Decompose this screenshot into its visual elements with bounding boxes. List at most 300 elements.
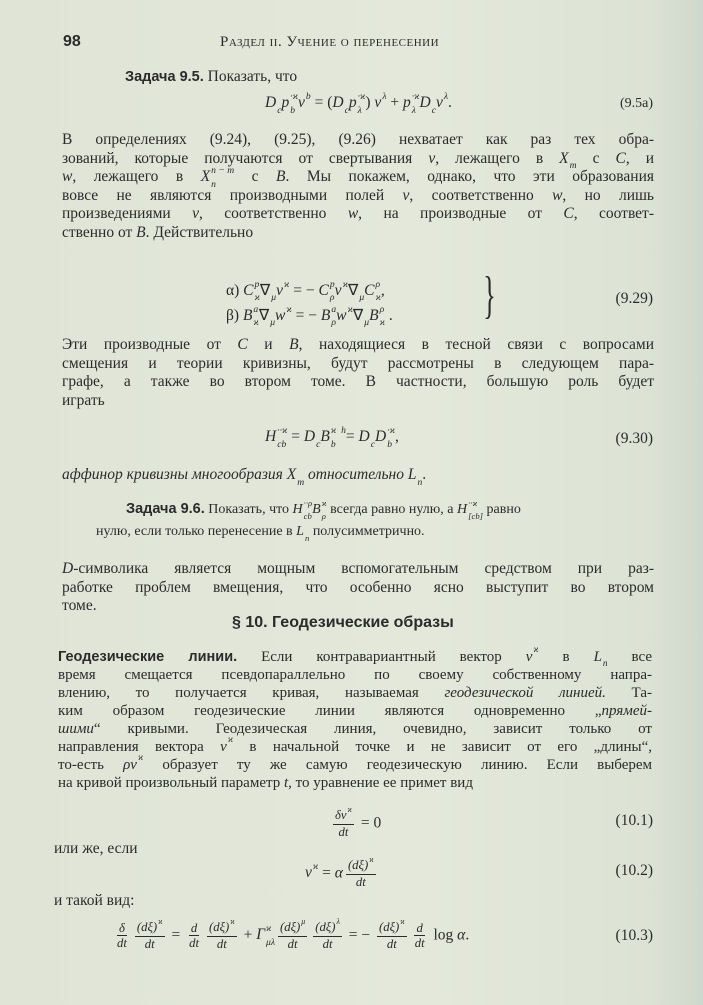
superscript: ϰ: [369, 855, 374, 865]
subscript: c: [344, 104, 349, 116]
math-symbol: B ρ ϰ: [369, 303, 385, 329]
page-number: 98: [63, 33, 81, 50]
text-run: Показать, что: [204, 502, 293, 517]
subscript: [158, 930, 162, 938]
text-run: вовсе не являются производными полей: [62, 186, 403, 204]
text-run: , лежащего в: [435, 149, 560, 167]
denominator: [115, 936, 129, 951]
math-symbol: H ··ϰ cb: [265, 425, 288, 450]
denominator: [385, 937, 399, 952]
text-run: , соответственно: [199, 205, 348, 223]
math-symbol: w ϰ: [336, 307, 353, 324]
italic-text: v: [428, 149, 436, 167]
superscript: ··ϰ: [468, 498, 478, 509]
math-symbol: v ϰ: [305, 864, 318, 881]
subscript: [382, 106, 386, 116]
superscript: n − m: [211, 165, 235, 177]
superscript: a: [331, 303, 337, 315]
text-run: , на производные от: [358, 205, 564, 223]
superscript: ϰ: [347, 805, 352, 815]
text-run: на кривой произвольный параметр: [58, 775, 284, 791]
superscript: [271, 280, 276, 290]
equation-number: (10.1): [615, 812, 653, 829]
text-run: то-есть: [58, 757, 124, 773]
italic-text: α: [334, 864, 343, 882]
subscript: [444, 106, 448, 116]
paragraph-3: [62, 558, 654, 614]
text-run: полусимметрично.: [309, 524, 425, 539]
subscript: μ: [359, 292, 365, 304]
index-stack: [347, 805, 352, 824]
text-run: и: [247, 336, 290, 353]
index-stack: [369, 855, 374, 874]
equation-9-29: [226, 278, 393, 328]
text-run: = (: [310, 94, 333, 112]
subscript: [336, 930, 339, 938]
text-run: все: [607, 649, 653, 665]
italic-text: dt: [338, 824, 349, 839]
math-symbol: D c: [420, 94, 436, 111]
italic-text: dt: [144, 936, 155, 951]
superscript: ϰ: [284, 278, 290, 290]
math-symbol: D c: [304, 428, 320, 445]
text-line: [62, 371, 654, 390]
math-symbol: D ·ϰ b: [375, 425, 396, 450]
text-run: +: [239, 926, 257, 944]
subscript: cb: [277, 438, 287, 450]
math-symbol: L n: [296, 524, 309, 539]
italic-text: dt: [414, 936, 425, 951]
italic-text: w: [552, 186, 563, 204]
text-run: ∇: [258, 307, 270, 324]
text-line: [62, 466, 427, 488]
text-run: =: [345, 428, 359, 446]
subscript: b: [330, 438, 336, 450]
subscript: [343, 293, 348, 303]
superscript: [371, 426, 375, 436]
text-run: ,: [380, 282, 385, 299]
superscript: [277, 92, 281, 102]
subscript: ρ: [331, 317, 336, 329]
index-stack: [301, 917, 306, 936]
text-run: , соответ-: [573, 205, 654, 223]
task-9-5: [125, 68, 297, 86]
text-run: всегда равно нулю, а: [326, 502, 457, 517]
subscript: c: [370, 438, 376, 450]
numerator: [117, 921, 127, 937]
subscript: c: [277, 104, 282, 116]
text-run: = −: [289, 282, 319, 299]
math-symbol: Γ ϰ μλ: [256, 923, 275, 948]
index-stack: [387, 425, 396, 450]
text-run: , и: [625, 149, 655, 167]
math-symbol: (dξ) ϰ: [209, 920, 235, 934]
math-symbol: p ·ϰ λ: [348, 91, 366, 116]
italic-text: C: [237, 336, 248, 353]
denominator: [337, 825, 351, 840]
math-symbol: L n: [594, 649, 608, 665]
superscript: a: [253, 303, 259, 315]
subscript: c: [431, 104, 436, 116]
italic-text: w: [62, 168, 73, 186]
equation-number: (10.2): [615, 862, 653, 879]
superscript: ϰ: [230, 917, 235, 927]
subscript: ϰ: [254, 292, 260, 304]
text-run: . Действительно: [145, 223, 254, 241]
curvature-affinor-definition: [62, 466, 427, 488]
index-stack: [336, 917, 340, 936]
fraction: [207, 917, 237, 952]
equation-number: (10.3): [615, 927, 653, 944]
running-title: Раздел ii. Учение о перенесении: [220, 34, 440, 50]
equation-number: (9.5a): [619, 96, 653, 111]
text-line: [58, 735, 652, 756]
subscript: n: [211, 178, 216, 190]
superscript: [603, 646, 608, 655]
fraction: [313, 917, 342, 952]
italic-text: t: [283, 775, 289, 791]
numerator: [333, 805, 354, 825]
superscript: ϰ: [312, 861, 319, 873]
italic-text: w: [347, 205, 359, 223]
text-run: ким образом геодезические линии являются одновременно „: [58, 703, 602, 719]
equation-number: (9.29): [615, 290, 653, 307]
equation-9-5a: [265, 91, 452, 116]
text-run: =: [287, 428, 304, 446]
text-run: , лежащего в: [72, 168, 201, 186]
math-symbol: (dξ) ϰ: [348, 858, 374, 872]
text-line: [62, 128, 654, 147]
superscript: λ: [443, 91, 449, 102]
text-run: .: [422, 466, 427, 484]
denominator: [413, 936, 427, 951]
math-symbol: [336, 425, 346, 445]
math-symbol: v b: [298, 94, 311, 111]
superscript: ·ϰ: [411, 91, 420, 102]
italic-text: C: [615, 149, 626, 167]
superscript: h: [341, 425, 346, 436]
superscript: λ: [336, 917, 340, 927]
superscript: [364, 305, 369, 315]
text-line: [62, 184, 654, 203]
text-run: В определениях (9.24), (9.25), (9.26) нехватает как раз тех обра-: [62, 131, 654, 148]
text-run: с: [576, 149, 616, 167]
math-symbol: w ϰ: [275, 307, 292, 324]
fraction: [115, 921, 129, 951]
subscript: [284, 293, 289, 303]
subscript: [347, 318, 352, 328]
superscript: ϰ: [137, 753, 144, 764]
text-run: =: [318, 864, 335, 882]
numerator: [313, 917, 342, 937]
italic-text: прямей-: [601, 703, 652, 719]
subscript: ϰ: [379, 317, 385, 329]
math-symbol: C ρ ϰ: [364, 278, 381, 304]
text-run: направления вектора: [58, 739, 221, 755]
index-stack: [329, 278, 335, 304]
italic-text: B: [276, 168, 286, 186]
text-run: ): [365, 94, 375, 112]
superscript: ··ϰ: [277, 425, 288, 436]
fraction: [278, 917, 307, 952]
text-run: =: [167, 926, 185, 944]
text-line: [62, 390, 654, 409]
italic-text: dt: [216, 936, 227, 951]
text-run: ,: [395, 428, 399, 446]
italic-text: α: [457, 926, 466, 944]
subscript: m: [297, 476, 305, 488]
text-run: Если контравариантный вектор: [237, 649, 526, 665]
math-symbol: B ϰ ρ: [312, 498, 327, 521]
text-line: [58, 666, 652, 684]
subscript: λ: [357, 104, 362, 116]
text-run: произведениями: [62, 205, 193, 223]
superscript: [418, 464, 423, 474]
subscript: n: [304, 532, 310, 543]
equation-9-29-alpha: [226, 278, 393, 303]
text-run: β): [226, 307, 243, 324]
superscript: ϰ: [400, 917, 405, 927]
text-line: [58, 645, 653, 669]
subscript: [341, 440, 346, 450]
text-run: равно: [483, 502, 521, 517]
fraction: [135, 917, 165, 952]
subscript: μλ: [266, 936, 275, 948]
italic-text: аффинор кривизны многообразия: [62, 466, 287, 484]
math-symbol: v ϰ: [276, 282, 289, 299]
subscript: n: [602, 658, 608, 669]
superscript: ϰ: [347, 303, 353, 315]
text-run: = 0: [356, 814, 382, 832]
subscript: [369, 868, 373, 876]
superscript: b: [305, 91, 311, 102]
italic-text: C: [563, 205, 574, 223]
text-run: в: [538, 649, 594, 665]
math-symbol: D c: [359, 428, 375, 445]
superscript: p: [329, 278, 335, 290]
denominator: [143, 937, 157, 952]
superscript: [570, 147, 577, 157]
subscript: b: [290, 104, 296, 116]
task-label: Задача 9.5.: [125, 69, 204, 85]
text-run: ∇: [259, 282, 271, 299]
math-symbol: B ϰ b: [320, 425, 337, 450]
math-symbol: L n: [408, 466, 422, 483]
text-line: [58, 720, 652, 738]
math-symbol: H ··ρ cb: [292, 498, 313, 521]
equation-number: (9.30): [615, 430, 653, 447]
superscript: ϰ: [227, 735, 234, 746]
bold-text: Геодезические линии.: [58, 649, 238, 665]
math-symbol: C p ϰ: [243, 278, 260, 304]
text-run: Та-: [605, 685, 652, 701]
math-symbol: X n − m n: [200, 165, 235, 190]
italic-text: dt: [287, 936, 298, 951]
superscript: ρ: [375, 278, 381, 290]
text-run: Эти производные от: [62, 336, 238, 353]
text-run: .: [448, 94, 452, 112]
subscript: μ: [364, 317, 370, 329]
italic-text: B: [289, 336, 299, 353]
fraction: [413, 921, 427, 951]
equation-9-30: [265, 425, 399, 450]
italic-text: B: [136, 223, 146, 241]
index-stack: [230, 917, 235, 936]
numerator: [346, 855, 376, 875]
text-line: [62, 221, 654, 240]
math-symbol: (dξ) ϰ: [137, 920, 163, 934]
subscript: [230, 930, 234, 938]
superscript: [432, 92, 436, 102]
superscript: ϰ: [533, 645, 539, 656]
denominator: [321, 937, 335, 952]
numerator: [377, 917, 407, 937]
fraction: [377, 917, 407, 952]
math-symbol: X m: [287, 466, 304, 483]
index-stack: [400, 917, 405, 936]
denominator: [187, 936, 201, 951]
text-line: [58, 684, 652, 702]
index-stack: [266, 923, 275, 948]
task-text: Показать, что: [203, 68, 298, 85]
superscript: ϰ: [342, 278, 348, 290]
math-symbol: v ϰ: [526, 649, 539, 665]
subscript: ρ: [329, 292, 335, 304]
subscript: μ: [271, 292, 277, 304]
italic-text: dt: [386, 936, 397, 951]
index-stack: [303, 498, 313, 521]
subscript: m: [569, 160, 577, 172]
superscript: ϰ: [266, 923, 272, 935]
subscript: ρ: [321, 510, 326, 521]
subscript: [cb]: [468, 510, 484, 521]
superscript: [297, 464, 304, 474]
numerator: [135, 917, 165, 937]
text-run: , то уравнение ее примет вид: [288, 775, 473, 791]
subscript: [400, 930, 404, 938]
italic-text: относительно: [304, 466, 408, 484]
italic-text: dt: [189, 936, 199, 951]
text-run: графе, а также во втором томе. В частности, большую роль будет: [62, 373, 654, 391]
superscript: p: [254, 278, 260, 290]
text-run: log: [429, 926, 458, 944]
superscript: ϰ: [286, 303, 292, 315]
math-symbol: B a ρ: [320, 303, 337, 329]
subscript: [348, 818, 352, 826]
text-line: [62, 334, 654, 353]
italic-text: v: [192, 205, 200, 223]
text-run: +: [386, 94, 403, 112]
text-line: [62, 202, 654, 221]
denominator: [215, 937, 229, 952]
subscript: cb: [303, 510, 312, 521]
text-run: , находящиеся в тесной связи с вопросами: [298, 336, 654, 353]
text-line: [58, 702, 652, 720]
text-run: = −: [344, 926, 375, 944]
italic-text: D: [62, 560, 74, 577]
task-9-6-line: [96, 521, 651, 543]
superscript: μ: [301, 917, 306, 927]
fraction: [187, 921, 201, 951]
math-symbol: v ϰ: [335, 282, 348, 299]
math-symbol: H ··ϰ [cb]: [456, 498, 484, 521]
text-such-form: и такой вид:: [54, 892, 135, 909]
task-9-6: [96, 498, 651, 543]
index-stack: [277, 425, 288, 450]
subscript: λ: [411, 104, 416, 116]
text-or-if: или же, если: [54, 840, 138, 857]
math-symbol: v λ: [436, 94, 448, 111]
text-run: “ кривыми. Геодезическая линия, очевидно, зависит только от: [93, 721, 652, 737]
numerator: [189, 921, 199, 937]
math-symbol: v ϰ: [220, 739, 233, 755]
math-symbol: p ·ϰ b: [281, 91, 299, 116]
math-symbol: C p ρ: [318, 278, 335, 304]
text-run: . Мы покажем, однако, что эти образования: [285, 168, 654, 186]
text-run: играть: [62, 391, 105, 409]
italic-text: d: [416, 920, 423, 935]
numerator: [278, 917, 307, 937]
subscript: [306, 106, 311, 116]
text-run: α): [226, 282, 244, 299]
italic-text: геодезической линией.: [444, 685, 606, 701]
text-line: [62, 165, 654, 190]
math-symbol: X m: [559, 150, 576, 167]
math-symbol: δv ϰ: [335, 808, 352, 822]
fraction: [346, 855, 376, 890]
section-heading: § 10. Геодезические образы: [232, 614, 454, 631]
text-run: ∇: [347, 282, 359, 299]
text-line: [62, 558, 654, 577]
numerator: [414, 921, 424, 937]
italic-text: δ: [118, 920, 125, 935]
italic-text: v: [402, 186, 410, 204]
right-brace-icon: }: [483, 267, 496, 324]
math-symbol: B a ϰ: [242, 303, 259, 329]
paragraph-4: [58, 645, 653, 792]
math-symbol: D c: [265, 94, 281, 111]
italic-text: dt: [355, 874, 366, 889]
text-run: ственно от: [62, 223, 137, 241]
superscript: λ: [382, 91, 387, 102]
text-run: образует ту же самую геодезическую линию. Если выберем: [143, 757, 653, 773]
bold-text: Задача 9.6.: [126, 501, 205, 517]
superscript: ··ρ: [303, 498, 313, 509]
subscript: [286, 318, 291, 328]
equation-10-3: [112, 917, 470, 952]
text-run: ∇: [352, 307, 364, 324]
index-stack: [158, 917, 163, 936]
superscript: ρ: [379, 303, 385, 315]
math-symbol: (dξ) ϰ: [379, 920, 405, 934]
text-run: , но лишь: [562, 186, 654, 204]
subscript: b: [387, 438, 393, 450]
subscript: ϰ: [253, 317, 259, 329]
superscript: [316, 426, 320, 436]
superscript: [359, 280, 364, 290]
italic-text: dt: [117, 936, 127, 951]
denominator: [354, 875, 368, 890]
text-run: работке проблем вмещения, что особенно ясно выступит во втором: [62, 578, 654, 596]
denominator: [286, 937, 300, 952]
text-line: [62, 577, 654, 596]
superscript: [270, 305, 275, 315]
text-run: в начальной точке и не зависит от его „длины“,: [233, 739, 652, 755]
text-run: , соответственно: [409, 186, 553, 204]
italic-text: d: [190, 920, 198, 935]
text-run: -символика является мощным вспомогательным средством при раз-: [73, 560, 654, 577]
text-run: время смещается псевдопараллельно по своему собственному напра-: [58, 667, 652, 683]
